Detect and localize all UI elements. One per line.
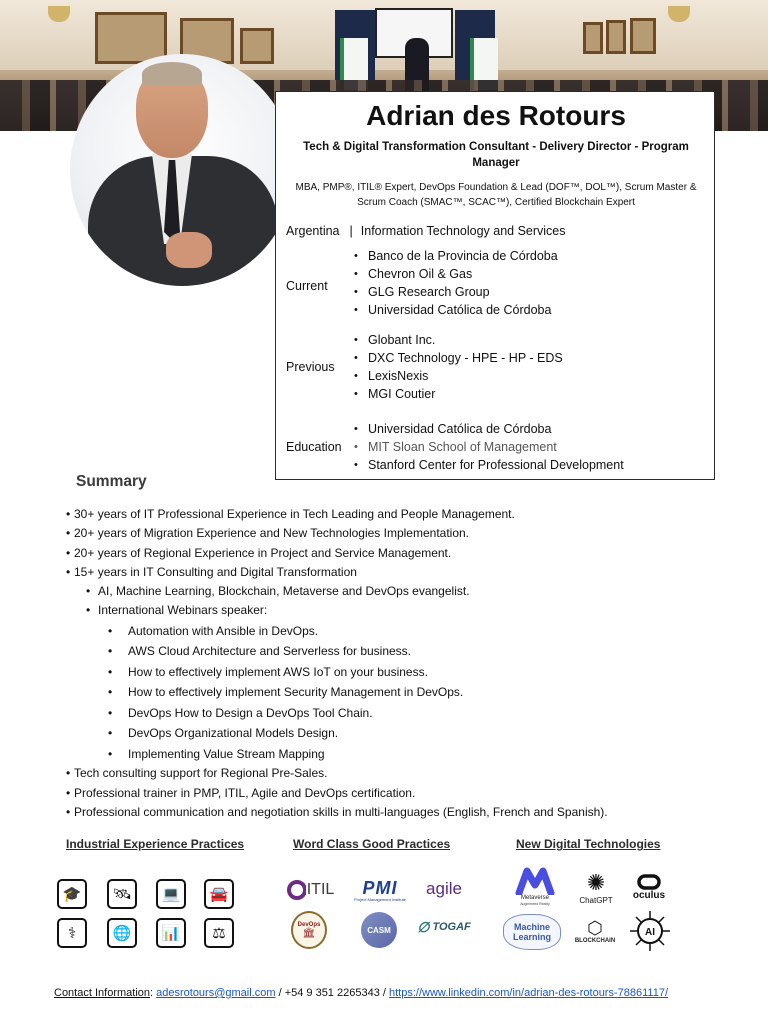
blockchain-logo: ⬡ BLOCKCHAIN [574, 918, 616, 944]
industrial-practices-heading: Industrial Experience Practices [66, 837, 245, 851]
webinar-item: • Implementing Value Stream Mapping [66, 744, 756, 765]
pmi-logo: PMI Project Management Institute [353, 877, 407, 902]
devops-institute-logo: DevOps 🏛 [291, 911, 327, 949]
contact-information: Contact Information: adesrotours@gmail.com / +54 9 351 2265343 / https://www.linkedin.com/in/adrian-des-rotours-78861117/ [54, 987, 668, 999]
summary-item: • Professional trainer in PMP, ITIL, Agile and DevOps certification. [66, 784, 756, 803]
industry: Information Technology and Services [360, 224, 566, 238]
caduceus-icon: ⚕ [57, 918, 87, 948]
list-item: • DXC Technology - HPE - HP - EDS [354, 349, 563, 367]
credentials: MBA, PMP®, ITIL® Expert, DevOps Foundation & Lead (DOF™, DOL™), Scrum Master & Scrum Coach (SMAC™, SCAC™), Certified Blockchain Expert [295, 182, 697, 208]
job-title: Tech & Digital Transformation Consultant - Delivery Director - Program Manager [303, 141, 689, 169]
current-label: Current [286, 279, 328, 293]
satellite-icon: 🛰 [107, 879, 137, 909]
casm-logo: CASM [361, 912, 397, 948]
webinar-item: • How to effectively implement Security Management in DevOps. [66, 682, 756, 703]
metaverse-logo: Metaverse Augmented Reality [514, 866, 556, 906]
list-item: • MGI Coutier [354, 385, 563, 403]
education-list [354, 420, 624, 474]
car-icon: 🚘 [204, 879, 234, 909]
current-list [354, 247, 558, 319]
email-link[interactable]: adesrotours@gmail.com [156, 987, 276, 999]
oculus-logo: oculus [628, 870, 670, 904]
bar-chart-icon: 📊 [156, 918, 186, 948]
togaf-logo: ∅ TOGAF [417, 918, 471, 935]
webinar-item: • AWS Cloud Architecture and Serverless for business. [66, 641, 756, 662]
itil-logo: ITIL [279, 876, 341, 904]
person-name: Adrian des Rotours [366, 100, 626, 131]
list-item: • Stanford Center for Professional Development [354, 456, 624, 474]
previous-label: Previous [286, 360, 335, 374]
agile-logo: agile [426, 879, 462, 898]
laptop-icon: 💻 [156, 879, 186, 909]
new-tech-heading: New Digital Technologies [516, 837, 661, 851]
summary-item: • 20+ years of Regional Experience in Project and Service Management. [66, 544, 756, 563]
summary-item: • Tech consulting support for Regional Pre-Sales. [66, 764, 756, 783]
svg-text:AI: AI [645, 927, 655, 938]
summary-item: • 20+ years of Migration Experience and New Technologies Implementation. [66, 524, 756, 543]
list-item: • MIT Sloan School of Management [354, 438, 624, 456]
summary-subitem: • AI, Machine Learning, Blockchain, Metaverse and DevOps evangelist. [66, 582, 756, 601]
profile-card [275, 91, 715, 480]
list-item: • Universidad Católica de Córdoba [354, 301, 558, 319]
summary-subitem: • International Webinars speaker: [66, 601, 756, 620]
webinar-item: • DevOps How to Design a DevOps Tool Chain. [66, 703, 756, 724]
phone-number: +54 9 351 2265343 [284, 987, 380, 999]
list-item: • Banco de la Provincia de Córdoba [354, 247, 558, 265]
contact-label: Contact Information [54, 987, 150, 999]
linkedin-link[interactable]: https://www.linkedin.com/in/adrian-des-rotours-78861117/ [388, 987, 668, 999]
graduation-cap-icon: 🎓 [57, 879, 87, 909]
country-industry-line [286, 224, 566, 238]
webinar-item: • Automation with Ansible in DevOps. [66, 621, 756, 642]
summary-item: • 30+ years of IT Professional Experience in Tech Leading and People Management. [66, 505, 756, 524]
list-item: • Globant Inc. [354, 331, 563, 349]
machine-learning-logo: Machine Learning [503, 914, 561, 950]
list-item: • LexisNexis [354, 367, 563, 385]
scales-icon: ⚖ [204, 918, 234, 948]
chatgpt-logo: ✺ ChatGPT [579, 869, 613, 905]
summary-item: • 15+ years in IT Consulting and Digital Transformation [66, 563, 756, 582]
profile-photo [70, 54, 294, 286]
globe-icon: 🌐 [107, 918, 137, 948]
ai-brain-logo [628, 909, 672, 953]
summary-list [66, 505, 756, 822]
separator: | [349, 224, 353, 238]
list-item: • Universidad Católica de Córdoba [354, 420, 624, 438]
summary-title: Summary [76, 473, 147, 490]
list-item: • GLG Research Group [354, 283, 558, 301]
webinar-item: • DevOps Organizational Models Design. [66, 723, 756, 744]
education-label: Education [286, 440, 342, 454]
country: Argentina [286, 224, 340, 238]
webinar-item: • How to effectively implement AWS IoT on your business. [66, 662, 756, 683]
summary-item: • Professional communication and negotiation skills in multi-languages (English, French and Spanish). [66, 803, 756, 822]
good-practices-heading: Word Class Good Practices [293, 837, 451, 851]
previous-list [354, 331, 563, 403]
list-item: • Chevron Oil & Gas [354, 265, 558, 283]
